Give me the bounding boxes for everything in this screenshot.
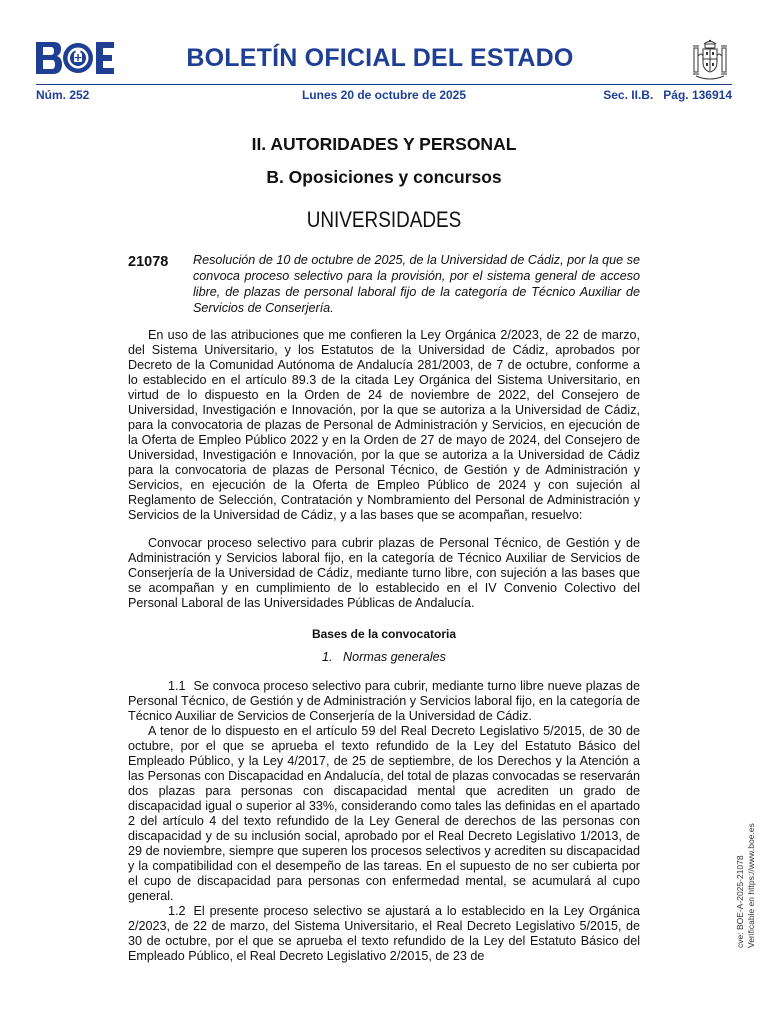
norms-heading: 1. Normas generales (322, 650, 446, 664)
gazette-title: BOLETÍN OFICIAL DEL ESTADO (186, 44, 574, 72)
norm-number: 1.2 (168, 904, 186, 918)
norm-paragraph (128, 904, 640, 964)
verification-url: Verificable en https://www.boe.es (746, 823, 756, 948)
resolution-paragraph: Convocar proceso selectivo para cubrir plazas de Personal Técnico, de Gestión y de Administración y Servicios laboral fijo, en la categoría de Técnico Auxiliar de Servicios de Conserjería de la Universidad de Cádiz, mediante turno libre, con sujeción a las bases que se acompañan y en cumplimiento de lo establecido en el IV Convenio Colectivo del Personal Laboral de las Universidades Públicas de Andalucía. (128, 536, 640, 610)
section-title: II. AUTORIDADES Y PERSONAL (251, 134, 517, 154)
subsection-title: B. Oposiciones y concursos (266, 167, 502, 187)
norm-text: A tenor de lo dispuesto en el artículo 59 del Real Decreto Legislativo 5/2015, de 30 de octubre, por el que se aprueba el texto refundido de la Ley del Estatuto Básico del Empleado Público, y la Ley 4/2017, de 25 de septiembre, de los Derechos y la Atención a las Personas con Discapacidad en Andalucía, del total de plazas convocadas se reservarán dos plazas para personas con discapacidad mental que acrediten un grado de discapacidad igual o superior al 33%, considerando como tales las definidas en el apartado 2 del artículo 4 del texto refundido de la Ley General de derechos de las personas con discapacidad y de su inclusión social, aprobado por el Real Decreto Legislativo 1/2013, de 29 de noviembre, siempre que superen los procesos selectivos y acrediten su discapacidad y la compatibilidad con el desempeño de las tareas. En el supuesto de no ser cubierta por el cupo de discapacidad para personas con enfermedad mental, se acumulará al cupo general. (128, 724, 640, 903)
issue-date: Lunes 20 de octubre de 2025 (301, 88, 467, 102)
boe-logo (36, 42, 114, 74)
norm-text: Se convoca proceso selectivo para cubrir, mediante turno libre nueve plazas de Personal Técnico, de Gestión y de Administración y Servicios laboral fijo, en la categoría de Técnico Auxiliar de Servicios de Conserjería de la Universidad de Cádiz. (128, 679, 640, 723)
document-number: 21078 (128, 254, 169, 270)
resolution-summary: Resolución de 10 de octubre de 2025, de la Universidad de Cádiz, por la que se convoca proceso selectivo para la provisión, por el sistema general de acceso libre, de plazas de personal laboral fijo de la categoría de Técnico Auxiliar de Servicios de Conserjería. (193, 253, 640, 315)
issuing-body-heading: UNIVERSIDADES (306, 207, 462, 232)
coat-of-arms-icon (690, 38, 730, 80)
norm-text: El presente proceso selectivo se ajustará a lo establecido en la Ley Orgánica 2/2023, de 22 de marzo, del Sistema Universitario, el Real Decreto Legislativo 5/2015, de 30 de octubre, por el que se aprueba el texto refundido de la Ley del Estatuto Básico del Empleado Público, el Real Decreto Legislativo 2/2015, de 23 de (128, 904, 640, 963)
document-body (128, 328, 640, 964)
norm-number: 1.1 (168, 679, 186, 693)
cve-code: cve: BOE-A-2025-21078 (735, 855, 745, 948)
norm-paragraph (128, 724, 640, 904)
norm-paragraph (128, 679, 640, 724)
section-and-page: Sec. II.B. Pág. 136914 (603, 88, 732, 102)
header-divider (36, 84, 732, 85)
issue-number: Núm. 252 (36, 88, 90, 102)
preamble-paragraph: En uso de las atribuciones que me confieren la Ley Orgánica 2/2023, de 22 de marzo, del Sistema Universitario, y los Estatutos de la Universidad de Cádiz, aprobados por Decreto de la Comunidad Autónoma de Andalucía 281/2003, de 7 de octubre, conforme a lo establecido en el artículo 89.3 de la citada Ley Orgánica del Sistema Universitario, en virtud de lo dispuesto en la Orden de 24 de noviembre de 2022, del Consejero de Universidad, Investigación e Innovación, por la que se autoriza a la Universidad de Cádiz, para la convocatoria de plazas de Personal de Administración y Servicios, en ejecución de la Oferta de Empleo Público 2022 y en la Orden de 27 de mayo de 2024, del Consejero de Universidad, Investigación e Innovación, por la que se autoriza a la Universidad de Cádiz para la convocatoria de plazas de Personal Técnico, de Gestión y de Administración y Servicios, en ejecución de la Oferta de Empleo Público de 2024 y con sujeción al Reglamento de Selección, Contratación y Nombramiento del Personal de Administración y Servicios de la Universidad de Cádiz, y a las bases que se acompañan, resuelvo: (128, 328, 640, 522)
bases-heading: Bases de la convocatoria (311, 627, 457, 641)
